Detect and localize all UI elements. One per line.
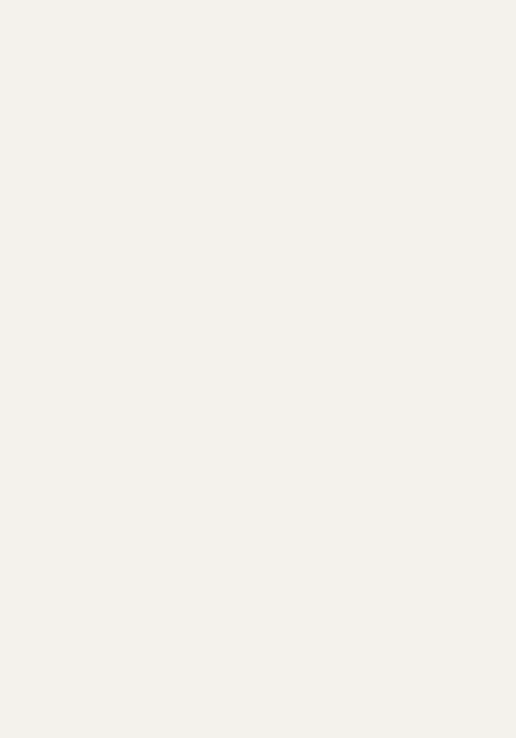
top-text-block	[36, 42, 484, 338]
running-head	[42, 16, 118, 32]
bottom-text-block	[36, 360, 484, 680]
